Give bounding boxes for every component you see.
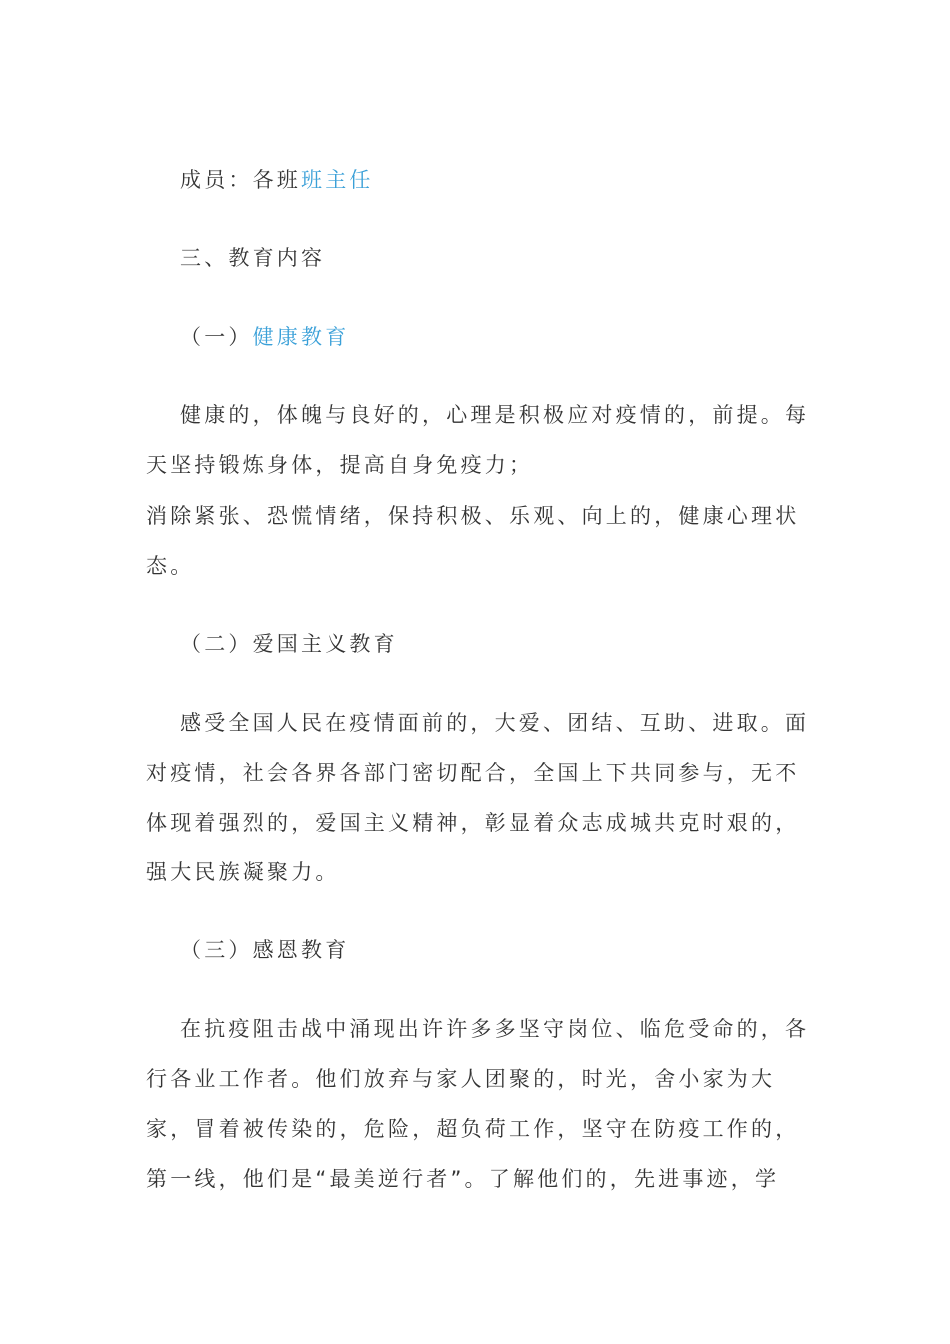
patriotism-paragraph-line-2: 对疫情，社会各界各部门密切配合，全国上下共同参与，无不 xyxy=(146,761,800,785)
gratitude-paragraph-line-3: 家，冒着被传染的，危险，超负荷工作，坚守在防疫工作的， xyxy=(146,1117,800,1141)
members-line xyxy=(180,170,374,191)
gratitude-paragraph-line-1: 在抗疫阻击战中涌现出许许多多坚守岗位、临危受命的，各 xyxy=(180,1017,810,1041)
gratitude-heading: （三）感恩教育 xyxy=(180,938,350,962)
health-paragraph-line-1: 健康的，体魄与良好的，心理是积极应对疫情的，前提。每 xyxy=(180,403,810,427)
section-three-title: 三、教育内容 xyxy=(180,246,326,270)
health-heading-prefix: （一） xyxy=(180,325,253,349)
patriotism-heading: （二）爱国主义教育 xyxy=(180,632,398,656)
patriotism-paragraph-line-1: 感受全国人民在疫情面前的，大爱、团结、互助、进取。面 xyxy=(180,711,810,735)
health-education-heading xyxy=(180,327,349,348)
head-teacher-link[interactable]: 班主任 xyxy=(301,168,374,192)
members-label: 成员：各班 xyxy=(180,168,301,192)
gratitude-paragraph-line-2: 行各业工作者。他们放弃与家人团聚的，时光，舍小家为大 xyxy=(146,1067,776,1091)
health-paragraph-line-2: 天坚持锻炼身体，提高自身免疫力； xyxy=(146,453,534,477)
health-paragraph-line-3: 消除紧张、恐慌情绪，保持积极、乐观、向上的，健康心理状 xyxy=(146,504,800,528)
gratitude-paragraph-line-4: 第一线，他们是“最美逆行者”。了解他们的，先进事迹，学 xyxy=(146,1167,780,1191)
patriotism-paragraph-line-4: 强大民族凝聚力。 xyxy=(146,860,340,884)
patriotism-paragraph-line-3: 体现着强烈的，爱国主义精神，彰显着众志成城共克时艰的， xyxy=(146,811,800,835)
health-education-link[interactable]: 健康教育 xyxy=(252,325,350,349)
health-paragraph-line-4: 态。 xyxy=(146,554,195,578)
